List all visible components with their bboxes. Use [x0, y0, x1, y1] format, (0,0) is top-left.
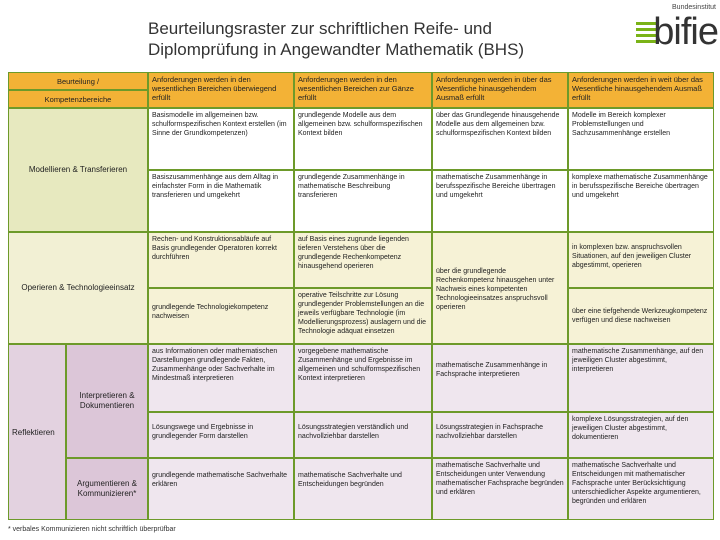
- category-modellieren: Modellieren & Transferieren: [8, 108, 148, 232]
- cell-r5-c2: vorgegebene mathematische Zusammenhänge und Ergebnisse im allgemeinen und schulformspezifischen Kontext interpretieren: [294, 344, 432, 412]
- cell-r3-c1: Rechen- und Konstruktionsabläufe auf Basis grundlegender Operatoren korrekt durchführen: [148, 232, 294, 288]
- cell-r5-c1: aus Informationen oder mathematischen Darstellungen grundlegende Fakten, Zusammenhänge oder Sachverhalte im Mindestmaß interpretieren: [148, 344, 294, 412]
- cell-r1-c2: grundlegende Modelle aus dem allgemeinen bzw. schulformspezifischen Kontext bilden: [294, 108, 432, 170]
- cell-r3-c3: über die grundlegende Rechenkompetenz hinausgehen unter Nachweis eines kompetenten Technologieeinsatzes anspruchsvoll operieren: [432, 232, 568, 344]
- category-interpretieren: Interpretieren & Dokumentieren: [66, 344, 148, 458]
- logo-top-text: Bundesinstitut: [672, 4, 716, 11]
- header-col-1: Anforderungen werden in den wesentlichen Bereichen überwiegend erfüllt: [148, 72, 294, 108]
- cell-r4-c4: über eine tiefgehende Werkzeugkompetenz verfügen und diese nachweisen: [568, 288, 714, 344]
- category-argumentieren: Argumentieren & Kommunizieren*: [66, 458, 148, 520]
- cell-r5-c3: mathematische Zusammenhänge in Fachsprache interpretieren: [432, 344, 568, 412]
- cell-r6-c1: Lösungswege und Ergebnisse in grundlegender Form darstellen: [148, 412, 294, 458]
- page-title: Beurteilungsraster zur schriftlichen Reife- und Diplomprüfung in Angewandter Mathematik (BHS): [148, 19, 525, 59]
- cell-r6-c3: Lösungsstrategien in Fachsprache nachvollziehbar darstellen: [432, 412, 568, 458]
- cell-r4-c1: grundlegende Technologiekompetenz nachweisen: [148, 288, 294, 344]
- bifie-logo: [636, 4, 718, 60]
- category-reflektieren: Reflektieren: [8, 344, 66, 520]
- header-col-2: Anforderungen werden in den wesentlichen Bereichen zur Gänze erfüllt: [294, 72, 432, 108]
- cell-r2-c1: Basiszusammenhänge aus dem Alltag in einfachster Form in die Mathematik transferieren und umgekehrt: [148, 170, 294, 232]
- cell-r2-c4: komplexe mathematische Zusammenhänge in berufsspezifische Bereiche übertragen und umgekehrt: [568, 170, 714, 232]
- cell-r3-c2: auf Basis eines zugrunde liegenden tieferen Verstehens über die grundlegende Rechenkompetenz hinausgehend operieren: [294, 232, 432, 288]
- header-col-4: Anforderungen werden in weit über das Wesentliche hinausgehendem Ausmaß erfüllt: [568, 72, 714, 108]
- footnote: * verbales Kommunizieren nicht schriftlich überprüfbar: [8, 526, 176, 533]
- logo-word: bifie: [653, 11, 718, 53]
- cell-r1-c4: Modelle im Bereich komplexer Problemstellungen und Sachzusammenhänge erstellen: [568, 108, 714, 170]
- cell-r3-c4: in komplexen bzw. anspruchsvollen Situationen, auf den jeweiligen Cluster abgestimmt, operieren: [568, 232, 714, 288]
- cell-r5-c4: mathematische Zusammenhänge, auf den jeweiligen Cluster abgestimmt, interpretieren: [568, 344, 714, 412]
- cell-r7-c4: mathematische Sachverhalte und Entscheidungen mit mathematischer Fachsprache unter Berücksichtigung unterschiedlicher Aspekte argumentieren, begründen und erklären: [568, 458, 714, 520]
- header-kompetenzbereiche: Kompetenzbereiche: [8, 90, 148, 108]
- category-operieren: Operieren & Technologieeinsatz: [8, 232, 148, 344]
- cell-r2-c3: mathematische Zusammenhänge in berufsspezifische Bereiche übertragen und umgekehrt: [432, 170, 568, 232]
- header-beurteilung: Beurteilung /: [8, 72, 148, 90]
- cell-r6-c4: komplexe Lösungsstrategien, auf den jeweiligen Cluster abgestimmt, dokumentieren: [568, 412, 714, 458]
- assessment-grid: [8, 72, 716, 520]
- cell-r2-c2: grundlegende Zusammenhänge in mathematische Beschreibung transferieren: [294, 170, 432, 232]
- header-col-3: Anforderungen werden in über das Wesentliche hinausgehendem Ausmaß erfüllt: [432, 72, 568, 108]
- cell-r4-c2: operative Teilschritte zur Lösung grundlegender Problemstellungen an die jeweils verfügbare Technologie (im Modellierungsprozess) auslagern und die Technologie adäquat einsetzen: [294, 288, 432, 344]
- cell-r7-c3: mathematische Sachverhalte und Entscheidungen unter Verwendung mathematischer Fachsprache begründen und erklären: [432, 458, 568, 520]
- cell-r1-c3: über das Grundlegende hinausgehende Modelle aus dem allgemeinen bzw. schulformspezifischen Kontext bilden: [432, 108, 568, 170]
- cell-r7-c1: grundlegende mathematische Sachverhalte erklären: [148, 458, 294, 520]
- cell-r1-c1: Basismodelle im allgemeinen bzw. schulformspezifischen Kontext erstellen (im Sinne der Grundkompetenzen): [148, 108, 294, 170]
- cell-r7-c2: mathematische Sachverhalte und Entscheidungen begründen: [294, 458, 432, 520]
- cell-r6-c2: Lösungsstrategien verständlich und nachvollziehbar darstellen: [294, 412, 432, 458]
